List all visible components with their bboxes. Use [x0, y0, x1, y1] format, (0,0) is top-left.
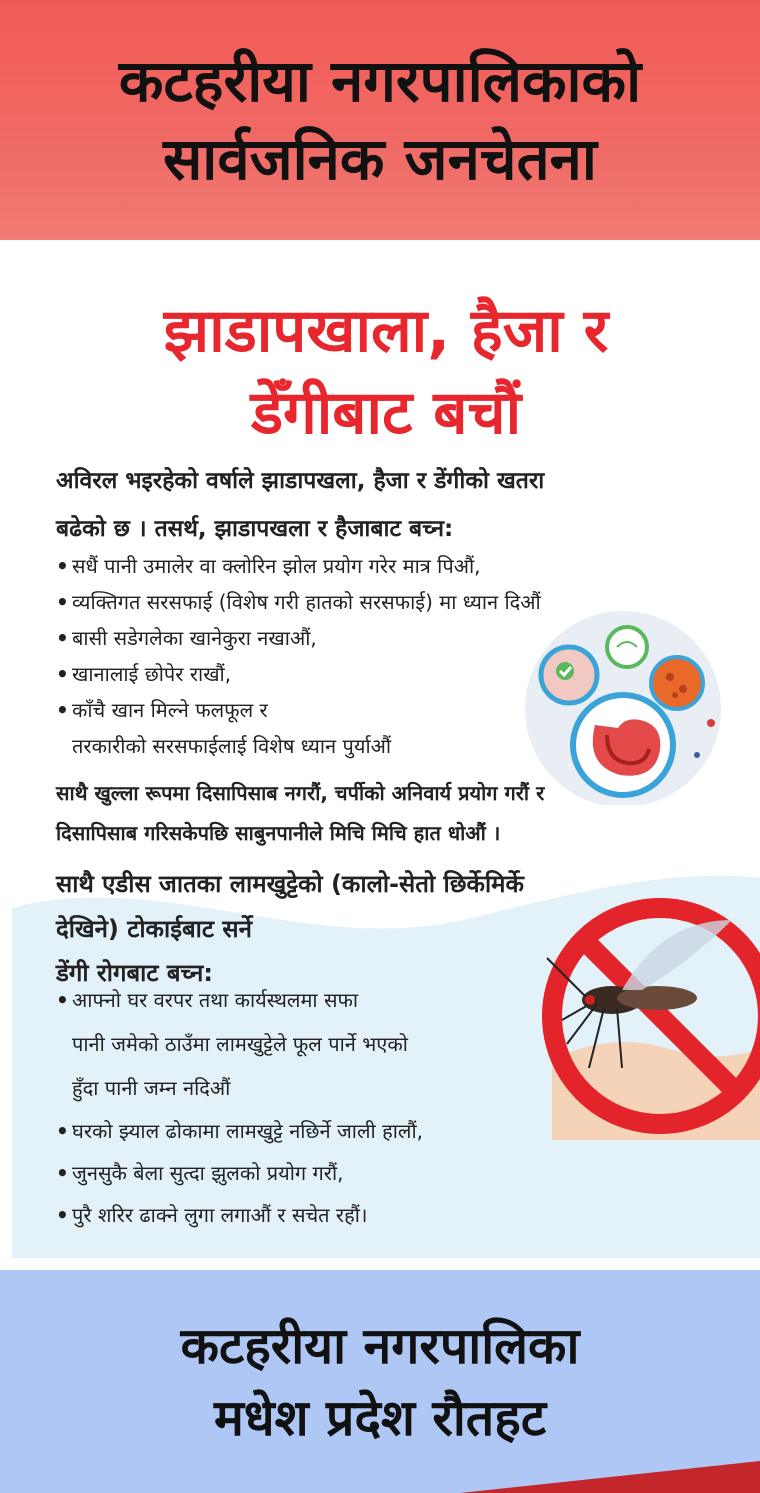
list-item: • घरको झ्याल ढोकामा लामखुट्टे नछिर्ने जाली हालौं,	[56, 1119, 423, 1143]
list-item: • आफ्नो घर वरपर तथा कार्यस्थलमा सफा	[56, 988, 359, 1012]
header-title-line1: कटहरीया नगरपालिकाको	[118, 47, 642, 115]
headline-line2: डेँगीबाट बचौं	[250, 378, 522, 448]
list-item: • बासी सडेगलेका खानेकुरा नखाऔं,	[56, 626, 317, 650]
dengue-tips-list	[56, 1110, 423, 1236]
sanitation-line1: साथै खुल्ला रूपमा दिसापिसाब नगरौं, चर्पीको अनिवार्य प्रयोग गरौं र	[56, 781, 545, 805]
stomach-germs-illustration	[515, 605, 725, 805]
list-item-continuation: हुँदा पानी जम्न नदिऔं	[72, 1076, 231, 1100]
header-banner	[0, 0, 760, 240]
intro-line2: बढेको छ । तसर्थ, झाडापखला र हैजाबाट बच्न:	[56, 516, 454, 542]
aedes-line3: डेंगी रोगबाट बच्न:	[56, 959, 213, 987]
list-item: • पुरै शरिर ढाक्ने लुगा लगाऔं र सचेत रहौं।	[56, 1203, 368, 1227]
footer-banner	[0, 1270, 760, 1493]
header-title-line2: सार्वजनिक जनचेतना	[163, 125, 597, 193]
poster-content	[12, 248, 760, 1258]
intro-paragraph	[56, 456, 544, 552]
list-item: • काँचै खान मिल्ने फलफूल र तरकारीको सरसफाईलाई विशेष ध्यान पुर्याऔं	[56, 692, 541, 764]
list-item-continuation: पानी जमेको ठाउँमा लामखुट्टेले फूल पार्ने भएको	[72, 1032, 408, 1056]
aedes-paragraph	[56, 861, 524, 995]
footer-line2: मधेश प्रदेश रौतहट	[213, 1388, 547, 1447]
main-headline	[12, 290, 760, 454]
dengue-tip-first	[56, 978, 408, 1110]
sanitation-line2: दिसापिसाब गरिसकेपछि साबुनपानीले मिचि मिचि हात धोऔं ।	[56, 821, 501, 845]
intro-line1: अविरल भइरहेको वर्षाले झाडापखला, हैजा र डेंगीको खतरा	[56, 468, 545, 494]
aedes-line1: साथै एडीस जातका लामखुट्टेको (कालो-सेतो छिर्केमिर्के	[56, 870, 524, 898]
no-mosquito-illustration	[542, 890, 760, 1140]
headline-line1: झाडापखाला, हैजा र	[163, 296, 609, 366]
footer-line1: कटहरीया नगरपालिका	[180, 1316, 580, 1375]
list-item-continuation: तरकारीको सरसफाईलाई विशेष ध्यान पुर्याऔं	[72, 734, 392, 758]
list-item: • जुनसुकै बेला सुत्दा झुलको प्रयोग गरौं,	[56, 1161, 344, 1185]
cholera-tips-list	[56, 548, 541, 764]
list-item: • सधैं पानी उमालेर वा क्लोरिन झोल प्रयोग गरेर मात्र पिऔं,	[56, 554, 481, 578]
sanitation-paragraph	[56, 773, 544, 853]
list-item: • व्यक्तिगत सरसफाई (विशेष गरी हातको सरसफाई) मा ध्यान दिऔं	[56, 590, 541, 614]
corner-accent	[460, 1453, 760, 1493]
list-item: • खानालाई छोपेर राखौं,	[56, 662, 232, 686]
aedes-line2: देखिने) टोकाईबाट सर्ने	[56, 915, 252, 943]
